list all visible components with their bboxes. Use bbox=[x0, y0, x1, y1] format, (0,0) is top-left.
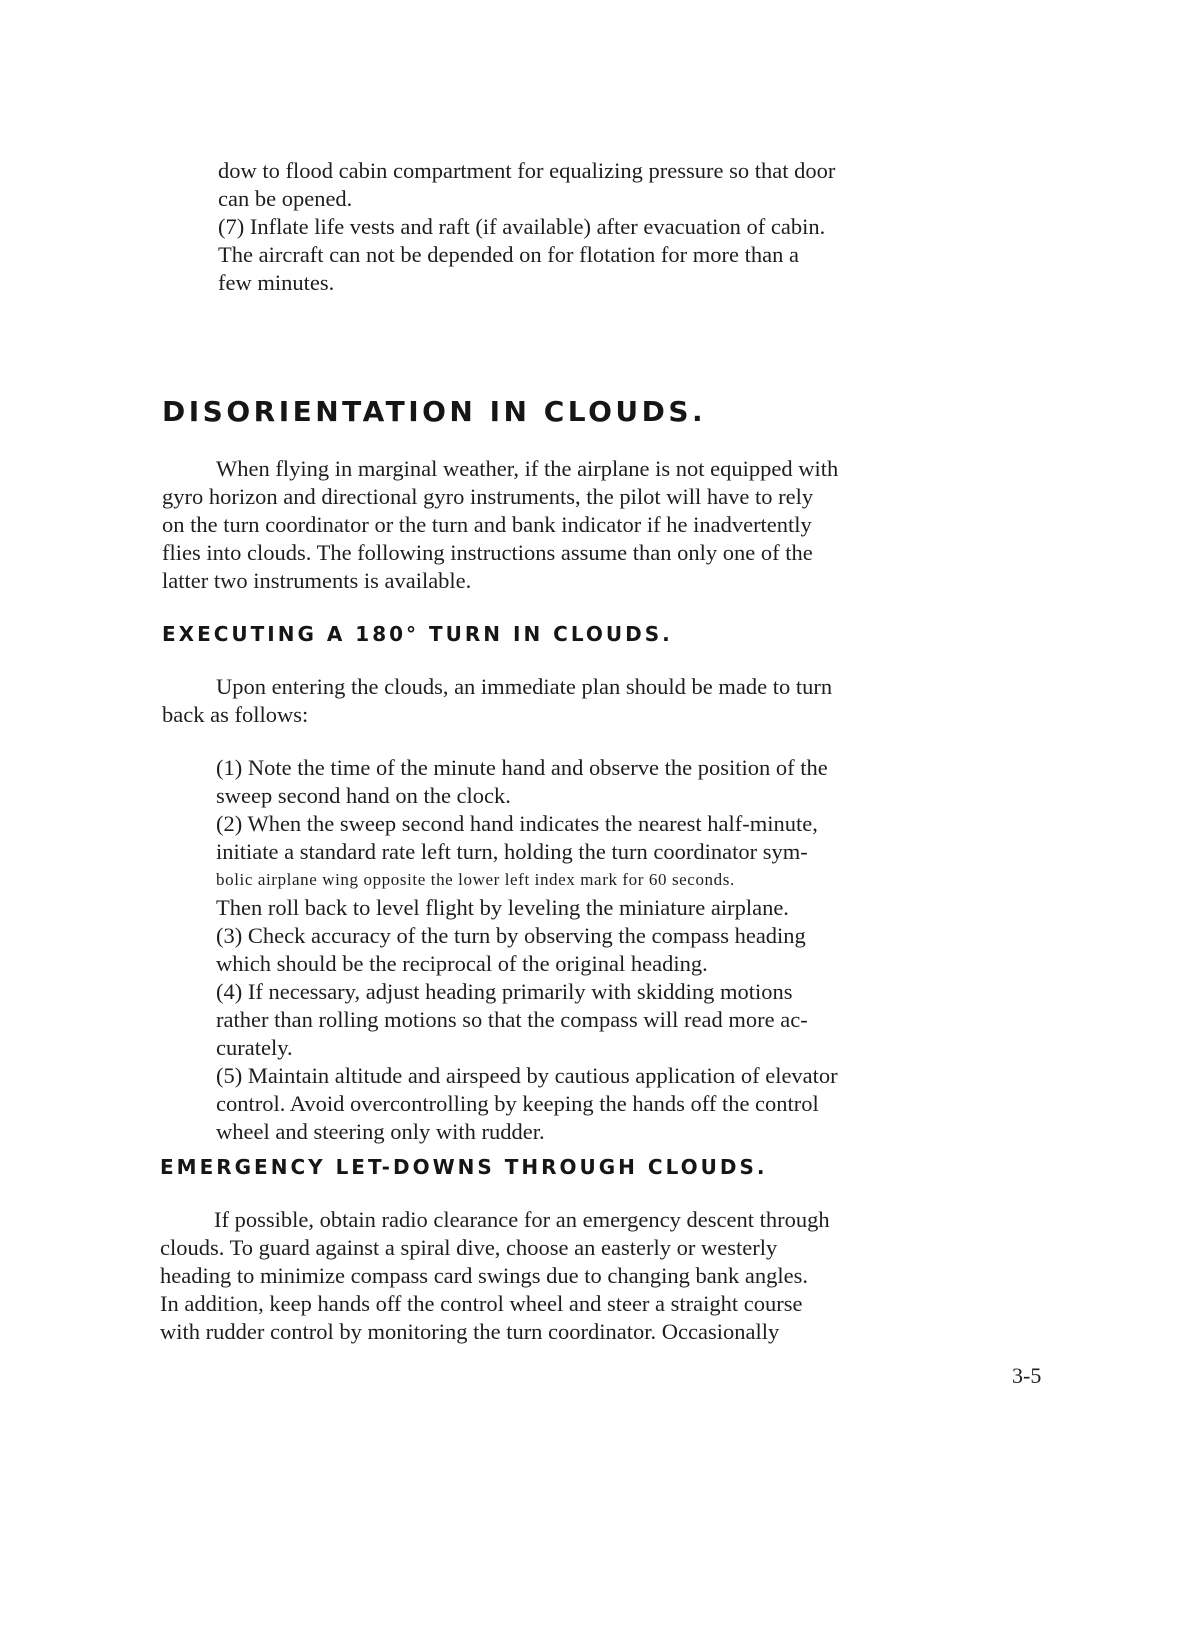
text-line: The aircraft can not be depended on for flotation for more than a bbox=[218, 242, 800, 267]
text-line: (3) Check accuracy of the turn by observing the compass heading bbox=[216, 923, 806, 948]
text-line: Upon entering the clouds, an immediate plan should be made to turn bbox=[216, 674, 833, 699]
text-line: (5) Maintain altitude and airspeed by cautious application of elevator bbox=[216, 1063, 838, 1088]
text-line: (1) Note the time of the minute hand and observe the position of the bbox=[216, 755, 828, 780]
text-line: wheel and steering only with rudder. bbox=[216, 1119, 545, 1144]
text-line: Then roll back to level flight by leveling the miniature airplane. bbox=[216, 895, 789, 920]
text-line: on the turn coordinator or the turn and bank indicator if he inadvertently bbox=[162, 512, 812, 537]
letdown-paragraph bbox=[160, 1206, 830, 1346]
turn-steps-list bbox=[216, 754, 838, 1146]
text-line: which should be the reciprocal of the original heading. bbox=[216, 951, 708, 976]
subsection-heading-180-turn: EXECUTING A 180° TURN IN CLOUDS. bbox=[162, 622, 673, 646]
turn-intro-paragraph bbox=[162, 673, 832, 729]
text-line: bolic airplane wing opposite the lower left index mark for 60 seconds. bbox=[216, 870, 735, 889]
text-line: back as follows: bbox=[162, 702, 309, 727]
text-line: with rudder control by monitoring the turn coordinator. Occasionally bbox=[160, 1319, 780, 1344]
text-line: (7) Inflate life vests and raft (if available) after evacuation of cabin. bbox=[218, 214, 826, 239]
text-line: rather than rolling motions so that the compass will read more ac- bbox=[216, 1007, 808, 1032]
intro-continuation bbox=[218, 157, 835, 297]
text-line: sweep second hand on the clock. bbox=[216, 783, 511, 808]
text-line: heading to minimize compass card swings due to changing bank angles. bbox=[160, 1263, 808, 1288]
section-title: DISORIENTATION IN CLOUDS. bbox=[162, 395, 707, 428]
text-line: latter two instruments is available. bbox=[162, 568, 472, 593]
text-line: In addition, keep hands off the control wheel and steer a straight course bbox=[160, 1291, 803, 1316]
section-paragraph bbox=[162, 455, 838, 595]
text-line: dow to flood cabin compartment for equalizing pressure so that door bbox=[218, 158, 836, 183]
text-line: control. Avoid overcontrolling by keeping the hands off the control bbox=[216, 1091, 819, 1116]
text-line: When flying in marginal weather, if the airplane is not equipped with bbox=[216, 456, 839, 481]
page-number: 3-5 bbox=[1012, 1363, 1042, 1388]
text-line: If possible, obtain radio clearance for an emergency descent through bbox=[214, 1207, 830, 1232]
text-line: (2) When the sweep second hand indicates the nearest half-minute, bbox=[216, 811, 818, 836]
text-line: initiate a standard rate left turn, holding the turn coordinator sym- bbox=[216, 839, 808, 864]
text-line: can be opened. bbox=[218, 186, 353, 211]
text-line: (4) If necessary, adjust heading primarily with skidding motions bbox=[216, 979, 793, 1004]
text-line: curately. bbox=[216, 1035, 293, 1060]
text-line: flies into clouds. The following instructions assume than only one of the bbox=[162, 540, 813, 565]
text-line: few minutes. bbox=[218, 270, 335, 295]
subsection-heading-let-downs: EMERGENCY LET-DOWNS THROUGH CLOUDS. bbox=[160, 1155, 768, 1179]
text-line: gyro horizon and directional gyro instruments, the pilot will have to rely bbox=[162, 484, 814, 509]
text-line: clouds. To guard against a spiral dive, choose an easterly or westerly bbox=[160, 1235, 778, 1260]
